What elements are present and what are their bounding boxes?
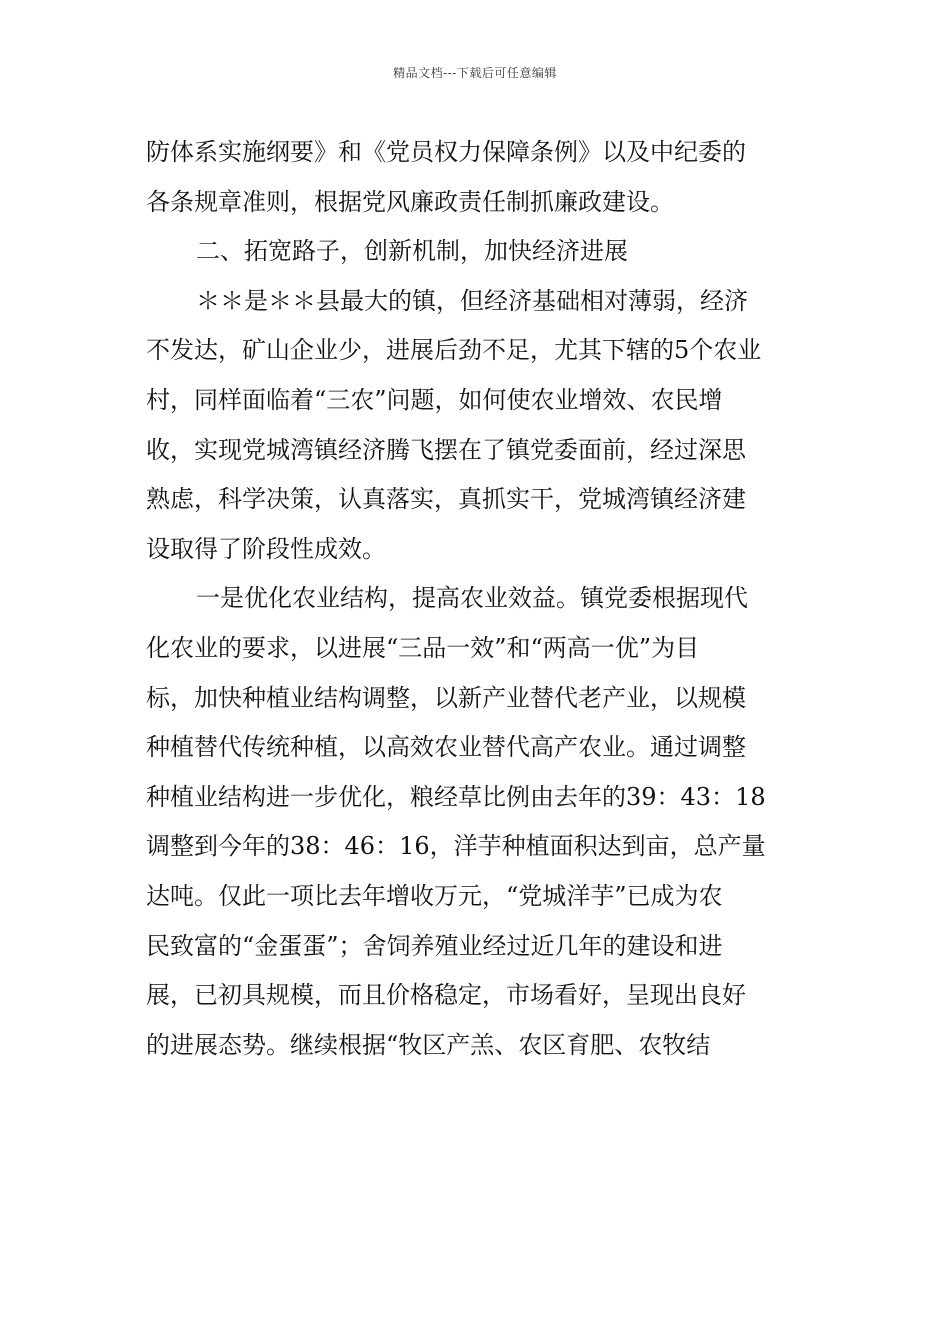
text-line: 展，已初具规模，而且价格稳定，市场看好，呈现出良好 (146, 981, 746, 1010)
text-line: 一是优化农业结构，提高农业效益。镇党委根据现代 (196, 584, 748, 613)
text-line: 村，同样面临着“三农”问题，如何使农业增效、农民增 (146, 385, 723, 414)
page-header: 精品文档---下载后可任意编辑 (393, 66, 557, 80)
text-line: 种植替代传统种植，以高效农业替代高产农业。通过调整 (146, 733, 746, 762)
paragraph (146, 128, 810, 227)
text-line: 达吨。仅此一项比去年增收万元，“党城洋芋”已成为农 (146, 881, 723, 910)
paragraph (146, 574, 810, 1070)
text-line: 的进展态势。继续根据“牧区产羔、农区育肥、农牧结 (146, 1030, 711, 1059)
text-line: 收，实现党城湾镇经济腾飞摆在了镇党委面前，经过深思 (146, 435, 746, 464)
text-line: 化农业的要求，以进展“三品一效”和“两高一优”为目 (146, 633, 700, 662)
text-line: 熟虑，科学决策，认真落实，真抓实干，党城湾镇经济建 (146, 485, 746, 514)
document-body (146, 128, 810, 1070)
text-line: 二、拓宽路子，创新机制，加快经济进展 (196, 237, 628, 266)
text-line: 调整到今年的38：46：16，洋芋种植面积达到亩，总产量 (146, 832, 766, 861)
section-heading (146, 227, 810, 277)
text-line: 不发达，矿山企业少，进展后劲不足，尤其下辖的5个农业 (146, 336, 762, 365)
text-line: 设取得了阶段性成效。 (146, 534, 386, 563)
text-line: ＊＊是＊＊县最大的镇，但经济基础相对薄弱，经济 (196, 286, 748, 315)
text-line: 民致富的“金蛋蛋”；舍饲养殖业经过近几年的建设和进 (146, 931, 723, 960)
text-line: 标，加快种植业结构调整，以新产业替代老产业，以规模 (146, 683, 746, 712)
text-line: 种植业结构进一步优化，粮经草比例由去年的39：43：18 (146, 782, 766, 811)
text-line: 防体系实施纲要》和《党员权力保障条例》以及中纪委的 (146, 138, 746, 166)
text-line: 各条规章准则，根据党风廉政责任制抓廉政建设。 (146, 187, 674, 216)
paragraph (146, 277, 810, 575)
